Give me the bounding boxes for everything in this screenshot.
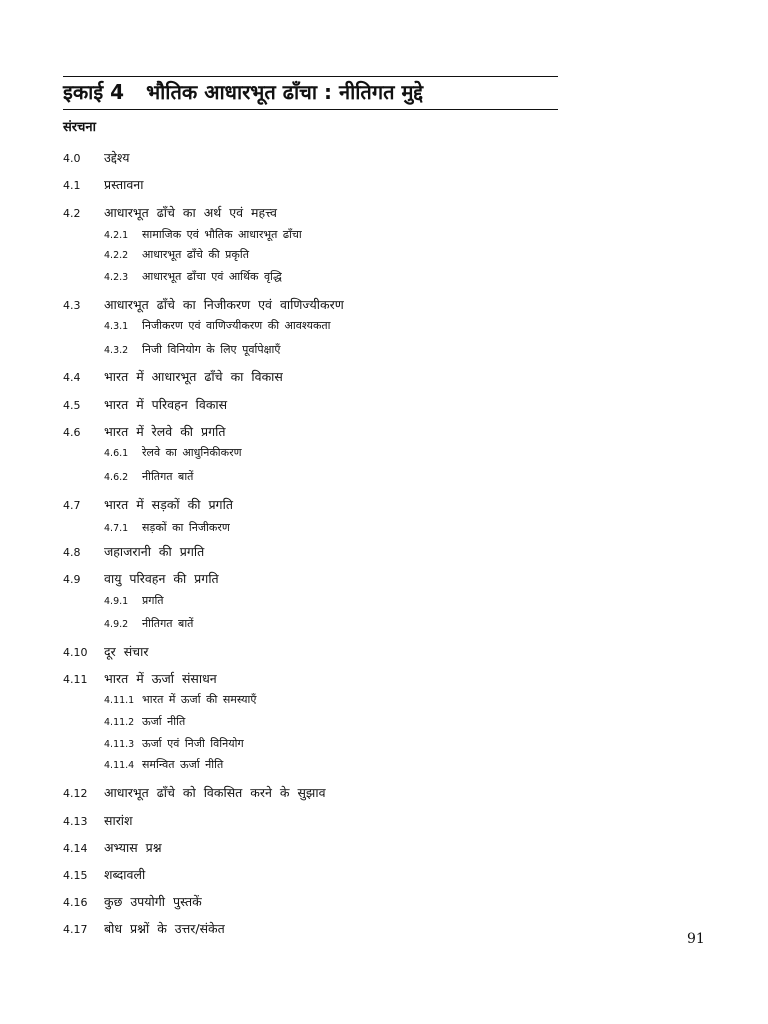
unit-title-text: भौतिक आधारभूत ढाँचा : नीतिगत मुद्दे — [146, 80, 424, 104]
toc-entry-number: 4.11.2 — [104, 717, 135, 728]
toc-entry-title: भारत में रेलवे की प्रगति — [104, 424, 226, 439]
toc-entry-title: आधारभूत ढाँचे का अर्थ एवं महत्त्व — [104, 205, 277, 220]
toc-entry-title: जहाजरानी की प्रगति — [104, 544, 205, 559]
toc-entry-number: 4.9 — [63, 573, 81, 586]
toc-entry-title: दूर संचार — [104, 644, 149, 659]
toc-entry-number: 4.11 — [63, 673, 88, 686]
toc-entry-title: निजी विनियोग के लिए पूर्वापेक्षाएँ — [142, 343, 281, 356]
toc-entry-title: प्रस्तावना — [104, 177, 144, 192]
toc-entry-number: 4.3.1 — [104, 321, 129, 332]
toc-entry-title: भारत में सड़कों की प्रगति — [104, 497, 233, 512]
toc-entry-number: 4.17 — [63, 923, 88, 936]
toc-entry-number: 4.7.1 — [104, 523, 129, 534]
toc-entry-number: 4.5 — [63, 399, 81, 412]
toc-entry-title: भारत में ऊर्जा संसाधन — [104, 671, 217, 686]
toc-entry-number: 4.14 — [63, 842, 88, 855]
toc-entry-title: वायु परिवहन की प्रगति — [104, 571, 219, 586]
toc-entry-title: उद्देश्य — [104, 150, 130, 165]
toc-entry-number: 4.4 — [63, 371, 81, 384]
toc-entry-title: भारत में आधारभूत ढाँचे का विकास — [104, 369, 283, 384]
toc-entry-number: 4.2.3 — [104, 272, 129, 283]
toc-entry-title: रेलवे का आधुनिकीकरण — [142, 446, 242, 459]
toc-entry-title: प्रगति — [142, 594, 164, 607]
toc-entry-title: भारत में परिवहन विकास — [104, 397, 228, 412]
toc-entry-number: 4.9.1 — [104, 596, 129, 607]
toc-entry-title: आधारभूत ढाँचे को विकसित करने के सुझाव — [104, 785, 326, 800]
toc-entry-number: 4.2.2 — [104, 250, 129, 261]
toc-entry-title: कुछ उपयोगी पुस्तकें — [104, 894, 202, 909]
toc-entry-number: 4.13 — [63, 815, 88, 828]
toc-entry-number: 4.7 — [63, 499, 81, 512]
toc-entry-title: भारत में ऊर्जा की समस्याएँ — [142, 693, 257, 706]
toc-entry-number: 4.0 — [63, 152, 81, 165]
toc-entry-number: 4.1 — [63, 179, 81, 192]
toc-entry-number: 4.11.4 — [104, 760, 135, 771]
page-number: 91 — [687, 931, 705, 947]
toc-entry-title: आधारभूत ढाँचा एवं आर्थिक वृद्धि — [142, 270, 282, 283]
toc-entry-title: बोध प्रश्नों के उत्तर/संकेत — [104, 921, 225, 936]
toc-entry-title: नीतिगत बातें — [142, 617, 194, 630]
toc-entry-number: 4.10 — [63, 646, 88, 659]
toc-entry-title: सारांश — [104, 813, 133, 828]
toc-entry-number: 4.3.2 — [104, 345, 129, 356]
toc-entry-number: 4.6.1 — [104, 448, 129, 459]
toc-entry-title: आधारभूत ढाँचे का निजीकरण एवं वाणिज्यीकरण — [104, 297, 344, 312]
toc-entry-number: 4.12 — [63, 787, 88, 800]
toc-entry-title: आधारभूत ढाँचे की प्रकृति — [142, 248, 249, 261]
toc-entry-title: ऊर्जा नीति — [142, 715, 186, 728]
toc-entry-number: 4.16 — [63, 896, 88, 909]
toc-entry-title: सामाजिक एवं भौतिक आधारभूत ढाँचा — [142, 228, 302, 241]
toc-entry-number: 4.9.2 — [104, 619, 129, 630]
toc-entry-number: 4.6 — [63, 426, 81, 439]
toc-entry-title: नीतिगत बातें — [142, 470, 194, 483]
toc-entry-title: सड़कों का निजीकरण — [142, 521, 230, 534]
contents-heading: संरचना — [63, 120, 96, 135]
toc-entry-number: 4.11.3 — [104, 739, 135, 750]
toc-entry-number: 4.15 — [63, 869, 88, 882]
toc-entry-title: ऊर्जा एवं निजी विनियोग — [142, 737, 244, 750]
toc-entry-number: 4.2 — [63, 207, 81, 220]
toc-entry-number: 4.8 — [63, 546, 81, 559]
toc-entry-title: शब्दावली — [104, 867, 146, 882]
toc-entry-title: अभ्यास प्रश्न — [104, 840, 162, 855]
toc-entry-number: 4.6.2 — [104, 472, 129, 483]
toc-entry-number: 4.11.1 — [104, 695, 135, 706]
toc-entry-title: समन्वित ऊर्जा नीति — [142, 758, 224, 771]
toc-entry-title: निजीकरण एवं वाणिज्यीकरण की आवश्यकता — [142, 319, 331, 332]
toc-entry-number: 4.3 — [63, 299, 81, 312]
unit-label: इकाई 4 — [63, 80, 125, 104]
toc-entry-number: 4.2.1 — [104, 230, 129, 241]
